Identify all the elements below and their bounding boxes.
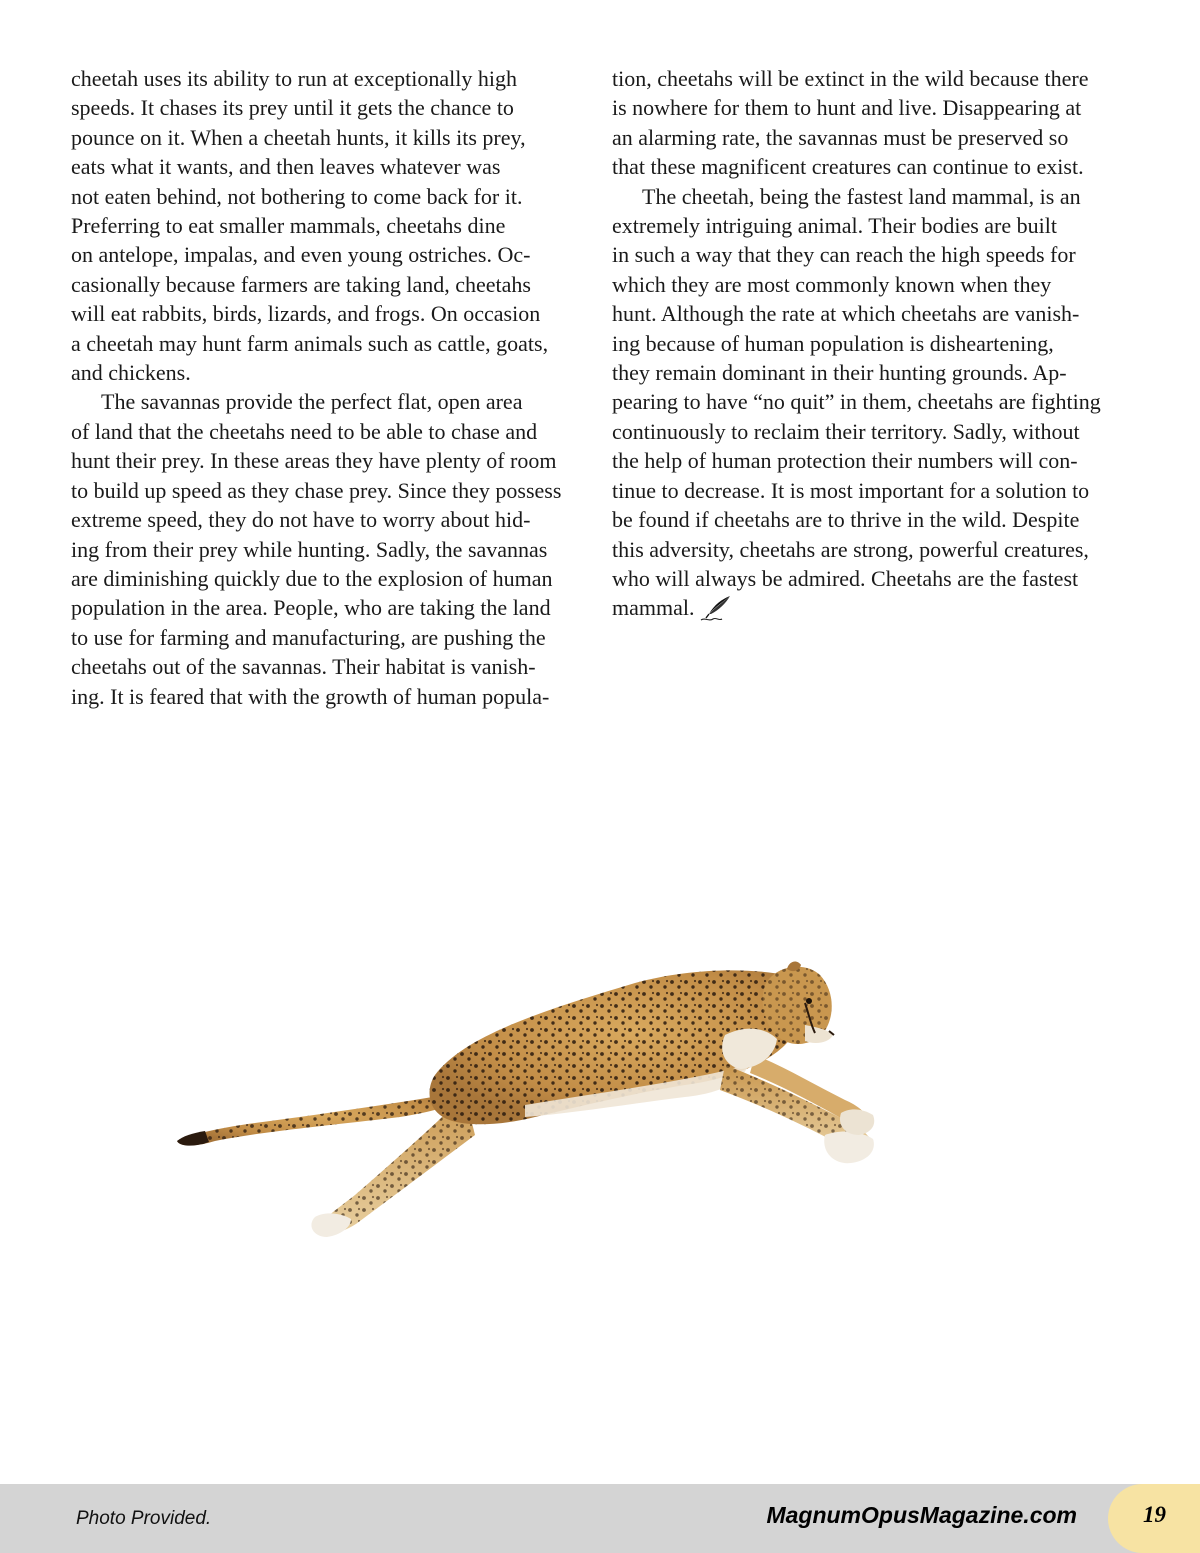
final-line-text: mammal. — [612, 595, 695, 621]
text-line: an alarming rate, the savannas must be preserved so — [612, 124, 1069, 150]
text-line: extremely intriguing animal. Their bodies are built — [612, 213, 1057, 239]
text-line: Preferring to eat smaller mammals, cheetahs dine — [71, 213, 506, 239]
text-line: are diminishing quickly due to the explosion of human — [71, 565, 553, 591]
text-line: will eat rabbits, birds, lizards, and frogs. On occasion — [71, 301, 541, 327]
article-final-line — [612, 593, 1134, 623]
text-line: a cheetah may hunt farm animals such as cattle, goats, — [71, 330, 549, 356]
text-line: pounce on it. When a cheetah hunts, it kills its prey, — [71, 124, 526, 150]
text-line: this adversity, cheetahs are strong, powerful creatures, — [612, 536, 1089, 562]
text-line: eats what it wants, and then leaves whatever was — [71, 154, 501, 180]
text-line: pearing to have “no quit” in them, cheetahs are fighting — [612, 389, 1101, 415]
text-line: continuously to reclaim their territory. Sadly, without — [612, 418, 1080, 444]
text-line: population in the area. People, who are taking the land — [71, 595, 551, 621]
text-line: and chickens. — [71, 360, 191, 386]
text-line: which they are most commonly known when they — [612, 271, 1052, 297]
photo-credit: Photo Provided. — [76, 1508, 212, 1529]
quill-end-mark-icon — [700, 595, 734, 623]
text-line: hunt. Although the rate at which cheetahs are vanish- — [612, 301, 1080, 327]
text-line: that these magnificent creatures can continue to exist. — [612, 154, 1084, 180]
text-line: be found if cheetahs are to thrive in the wild. Despite — [612, 507, 1080, 533]
text-line: the help of human protection their numbers will con- — [612, 448, 1078, 474]
page-footer — [0, 1484, 1200, 1553]
text-line: tion, cheetahs will be extinct in the wild because there — [612, 66, 1089, 91]
text-line: extreme speed, they do not have to worry about hid- — [71, 507, 531, 533]
text-line: tinue to decrease. It is most important for a solution to — [612, 477, 1090, 503]
text-line: on antelope, impalas, and even young ostriches. Oc- — [71, 242, 531, 268]
text-line: to use for farming and manufacturing, are pushing the — [71, 624, 546, 650]
text-line: The cheetah, being the fastest land mammal, is an — [642, 183, 1081, 209]
text-line: who will always be admired. Cheetahs are the fastest — [612, 565, 1079, 591]
cheetah-photo — [165, 955, 895, 1255]
article-column-right — [612, 64, 1134, 623]
page-number: 19 — [1143, 1502, 1166, 1527]
text-line: ing because of human population is disheartening, — [612, 330, 1054, 356]
text-line: is nowhere for them to hunt and live. Disappearing at — [612, 95, 1082, 121]
text-line: cheetahs out of the savannas. Their habitat is vanish- — [71, 654, 536, 680]
text-line: hunt their prey. In these areas they have plenty of room — [71, 448, 557, 474]
article-column-left — [71, 64, 591, 711]
text-line: not eaten behind, not bothering to come back for it. — [71, 183, 523, 209]
article-column-right-lines — [612, 64, 1134, 593]
text-line: The savannas provide the perfect flat, open area — [101, 389, 523, 415]
text-line: to build up speed as they chase prey. Since they possess — [71, 477, 562, 503]
text-line: casionally because farmers are taking land, cheetahs — [71, 271, 531, 297]
text-line: ing. It is feared that with the growth of human popula- — [71, 683, 550, 709]
magazine-website: MagnumOpusMagazine.com — [766, 1502, 1077, 1528]
text-line: cheetah uses its ability to run at exceptionally high — [71, 66, 517, 91]
text-line: of land that the cheetahs need to be able to chase and — [71, 418, 538, 444]
page-number-tab — [1108, 1484, 1200, 1553]
text-line: speeds. It chases its prey until it gets the chance to — [71, 95, 514, 121]
text-line: ing from their prey while hunting. Sadly, the savannas — [71, 536, 548, 562]
text-line: in such a way that they can reach the high speeds for — [612, 242, 1076, 268]
text-line: they remain dominant in their hunting grounds. Ap- — [612, 360, 1067, 386]
